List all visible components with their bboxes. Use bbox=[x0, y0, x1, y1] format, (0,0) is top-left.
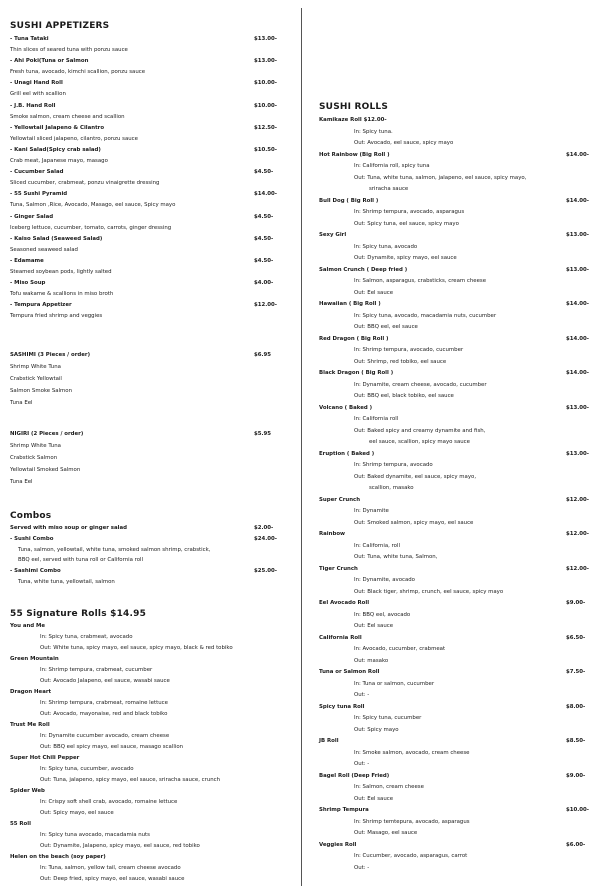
appetizer-name: - Edamame bbox=[10, 258, 44, 264]
sushi-roll-price: $13.00- bbox=[566, 232, 590, 238]
combos-note-price: $2.00- bbox=[254, 525, 274, 531]
signature-title: 55 Signature Rolls $14.95 bbox=[10, 609, 147, 619]
sushi-roll-line: In: BBQ eel, avocado bbox=[354, 611, 411, 618]
signature-roll-line: In: Dynamite cucumber avocado, cream cheese bbox=[40, 733, 170, 739]
sushi-roll-name: Red Dragon ( Big Roll ) bbox=[319, 335, 389, 342]
sushi-roll-price: $14.00- bbox=[566, 370, 590, 376]
combo-price: $25.00- bbox=[254, 568, 278, 574]
nigiri-line: Tuna Eel bbox=[10, 479, 33, 485]
sushi-rolls-title: SUSHI ROLLS bbox=[319, 102, 389, 112]
sushi-roll-line: Out: - bbox=[354, 864, 370, 871]
signature-roll-line: In: Spicy tuna, crabmeat, avocado bbox=[40, 634, 133, 640]
sushi-roll-line: Out: Tuna, white tuna, Salmon, bbox=[354, 554, 438, 560]
sushi-roll-name: Bull Dog ( Big Roll ) bbox=[319, 197, 379, 204]
sashimi-line: Crabstick Yellowtail bbox=[10, 376, 62, 382]
sushi-roll-line: Out: BBQ eel, eel sauce bbox=[354, 324, 418, 330]
sushi-roll-name: Volcano ( Baked ) bbox=[319, 404, 373, 411]
sushi-roll-line: Out: Masago, eel sauce bbox=[354, 830, 418, 836]
sushi-roll-line: Out: - bbox=[354, 761, 370, 767]
signature-roll-line: Out: Dynamite, Jalapeno, spicy mayo, eel sauce, red tobiko bbox=[40, 843, 200, 849]
nigiri-line: Shrimp White Tuna bbox=[10, 443, 61, 449]
sushi-roll-line: In: Salmon, asparagus, crabsticks, cream cheese bbox=[354, 278, 487, 284]
appetizer-desc: Tuna, Salmon ,Rice, Avocado, Masago, eel sauce, Spicy mayo bbox=[10, 202, 176, 209]
appetizer-desc: Tempura fried shrimp and veggies bbox=[10, 313, 103, 320]
sushi-roll-line: In: Shrimp temtepura, avocado, asparagus bbox=[354, 818, 470, 825]
signature-roll-line: In: Crispy soft shell crab, avocado, romaine lettuce bbox=[40, 799, 178, 805]
appetizer-desc: Sliced cucumber, crabmeat, ponzu vinaigrette dressing bbox=[10, 180, 160, 187]
appetizer-name: - J.B. Hand Roll bbox=[10, 102, 56, 109]
sushi-roll-line: In: California, roll bbox=[354, 542, 400, 549]
appetizer-name: - Miso Soup bbox=[10, 280, 46, 287]
sushi-roll-price: $12.00- bbox=[566, 565, 590, 572]
signature-roll-line: In: Spicy tuna, cucumber, avocado bbox=[40, 766, 134, 772]
appetizer-desc: Yellowtail sliced jalapeno, cilantro, ponzu sauce bbox=[10, 135, 138, 142]
signature-roll-line: Out: Tuna, jalapeno, spicy mayo, eel sauce, sriracha sauce, crunch bbox=[40, 777, 221, 783]
signature-roll-line: In: Shrimp tempura, crabmeat, cucumber bbox=[40, 667, 153, 673]
sushi-roll-price: $9.00- bbox=[566, 600, 586, 606]
nigiri-header: NIGIRI (2 Pieces / order) bbox=[10, 431, 84, 437]
column-divider bbox=[301, 8, 302, 886]
appetizers-title: SUSHI APPETIZERS bbox=[10, 21, 110, 31]
appetizer-price: $4.50- bbox=[254, 235, 274, 242]
sashimi-header: SASHIMI (3 Pieces / order) bbox=[10, 352, 91, 358]
sushi-roll-line: In: Salmon, cream cheese bbox=[354, 784, 424, 790]
appetizer-name: - Tuna Tataki bbox=[10, 36, 49, 42]
sushi-roll-line: Out: Spicy tuna, eel sauce, spicy mayo bbox=[354, 220, 459, 227]
sushi-roll-line: In: Spicy tuna, avocado, macadamia nuts, cucumber bbox=[354, 312, 497, 319]
sushi-roll-line: In: Tuna or salmon, cucumber bbox=[354, 680, 435, 687]
sushi-roll-line: In: Shrimp tempura, avocado, cucumber bbox=[354, 347, 464, 353]
signature-roll-name: Helen on the beach (soy paper) bbox=[10, 854, 106, 860]
sushi-roll-line: Out: masako bbox=[354, 657, 389, 664]
sushi-roll-line: In: Cucumber, avocado, asparagus, carrot bbox=[354, 853, 468, 859]
sushi-roll-line: In: Dynamite bbox=[354, 508, 389, 514]
sushi-roll-price: $7.50- bbox=[566, 669, 586, 675]
sushi-roll-line: Out: Black tiger, shrimp, crunch, eel sauce, spicy mayo bbox=[354, 588, 504, 595]
signature-roll-line: In: Tuna, salmon, yellow tail, cream cheese avocado bbox=[40, 865, 181, 871]
sushi-roll-line: sriracha sauce bbox=[369, 186, 409, 192]
sushi-roll-price: $13.00- bbox=[566, 266, 590, 273]
sushi-roll-name: Super Crunch bbox=[319, 496, 361, 503]
signature-roll-line: Out: Avocado Jalapeno, eel sauce, wasabi sauce bbox=[40, 678, 170, 684]
sushi-roll-price: $8.00- bbox=[566, 703, 586, 710]
sushi-roll-name: Tiger Crunch bbox=[319, 565, 358, 572]
sushi-roll-price: $6.50- bbox=[566, 634, 586, 641]
sushi-roll-name: Sexy Girl bbox=[319, 232, 347, 238]
appetizer-name: - Tempura Appetizer bbox=[10, 302, 72, 309]
appetizer-desc: Grill eel with scallion bbox=[10, 91, 66, 98]
sushi-roll-price: $14.00- bbox=[566, 197, 590, 204]
sushi-roll-name: Eruption ( Baked ) bbox=[319, 450, 375, 457]
sushi-roll-line: Out: Eel sauce bbox=[354, 623, 394, 629]
combo-price: $24.00- bbox=[254, 536, 278, 542]
appetizer-name: - Cucumber Salad bbox=[10, 169, 64, 176]
sushi-roll-name: Hot Rainbow (Big Roll ) bbox=[319, 151, 390, 158]
sushi-roll-line: eel sauce, scallion, spicy mayo sauce bbox=[369, 439, 470, 445]
sashimi-line: Salmon Smoke Salmon bbox=[10, 388, 73, 394]
appetizer-price: $13.00- bbox=[254, 58, 278, 65]
sushi-roll-line: Out: Spicy mayo bbox=[354, 726, 399, 733]
appetizer-price: $12.50- bbox=[254, 124, 278, 131]
sushi-roll-line: Out: Shrimp, red tobiko, eel sauce bbox=[354, 358, 447, 365]
appetizer-price: $4.50- bbox=[254, 258, 274, 264]
combo-desc: Tuna, salmon, yellowtail, white tuna, smoked salmon shrimp, crabstick, bbox=[18, 547, 211, 553]
sushi-roll-name: Tuna or Salmon Roll bbox=[319, 669, 380, 675]
appetizer-price: $10.00- bbox=[254, 102, 278, 109]
sushi-roll-price: $8.50- bbox=[566, 738, 586, 744]
appetizer-desc: Seasoned seaweed salad bbox=[10, 246, 78, 253]
combo-desc: BBQ eel, served with tuna roll or California roll bbox=[18, 557, 144, 563]
sushi-roll-name: Spicy tuna Roll bbox=[319, 703, 365, 710]
appetizer-desc: Thin slices of seared tuna with ponzu sauce bbox=[10, 47, 128, 53]
sushi-roll-line: scallion, masako bbox=[369, 485, 414, 491]
appetizer-name: - Kani Salad(Spicy crab salad) bbox=[10, 147, 101, 153]
sushi-roll-name: Veggies Roll bbox=[319, 841, 357, 848]
sushi-roll-price: $13.00- bbox=[566, 404, 590, 411]
signature-roll-name: Dragon Heart bbox=[10, 689, 52, 695]
signature-roll-line: Out: Spicy mayo, eel sauce bbox=[40, 810, 114, 816]
appetizer-name: - Unagi Hand Roll bbox=[10, 80, 63, 87]
appetizer-name: - Yellowtail Jalapeno & Cilantro bbox=[10, 124, 105, 131]
sushi-roll-line: In: Spicy tuna. bbox=[354, 128, 393, 135]
signature-roll-line: Out: BBQ eel spicy mayo, eel sauce, masago scallion bbox=[40, 744, 184, 750]
sushi-roll-line: In: Dynamite, cream cheese, avocado, cucumber bbox=[354, 381, 487, 388]
appetizer-name: - Ahi Poki(Tuna or Salmon bbox=[10, 58, 89, 65]
appetizer-desc: Crab meat, Japanese mayo, masago bbox=[10, 158, 108, 164]
signature-roll-name: You and Me bbox=[10, 623, 46, 629]
appetizer-price: $10.50- bbox=[254, 147, 278, 153]
appetizer-name: - 55 Sushi Pyramid bbox=[10, 191, 68, 198]
combos-note: Served with miso soup or ginger salad bbox=[10, 525, 127, 531]
sushi-roll-name: Bagel Roll (Deep Fried) bbox=[319, 772, 390, 779]
sushi-roll-price: $12.00- bbox=[566, 531, 590, 537]
sushi-roll-name: California Roll bbox=[319, 634, 362, 641]
combo-name: - Sashimi Combo bbox=[10, 568, 61, 574]
sushi-roll-line: In: Smoke salmon, avocado, cream cheese bbox=[354, 749, 470, 756]
signature-roll-name: Green Mountain bbox=[10, 656, 59, 662]
sushi-roll-name: Kamikaze Roll $12.00- bbox=[319, 117, 387, 123]
appetizer-price: $4.00- bbox=[254, 280, 274, 287]
signature-roll-name: 55 Roll bbox=[10, 821, 31, 827]
sushi-roll-name: Hawaiian ( Big Roll ) bbox=[319, 301, 381, 307]
sushi-roll-line: Out: BBQ eel, black tobiko, eel sauce bbox=[354, 393, 454, 399]
signature-roll-name: Super Hot Chili Pepper bbox=[10, 755, 80, 761]
appetizer-desc: Steamed soybean pods, lightly salted bbox=[10, 269, 112, 275]
sashimi-line: Shrimp White Tuna bbox=[10, 364, 61, 370]
sushi-roll-name: Eel Avocado Roll bbox=[319, 600, 370, 606]
sushi-roll-price: $13.00- bbox=[566, 450, 590, 457]
sushi-roll-name: Black Dragon ( Big Roll ) bbox=[319, 370, 394, 376]
sushi-roll-line: In: Shrimp tempura, avocado bbox=[354, 462, 433, 468]
combo-name: - Sushi Combo bbox=[10, 536, 54, 542]
sushi-roll-name: JB Roll bbox=[319, 738, 339, 744]
sushi-roll-line: Out: Eel sauce bbox=[354, 795, 394, 802]
sushi-roll-name: Salmon Crunch ( Deep fried ) bbox=[319, 266, 408, 273]
sashimi-line: Tuna Eel bbox=[10, 400, 33, 406]
sashimi-price: $6.95 bbox=[254, 352, 272, 358]
nigiri-line: Yellowtail Smoked Salmon bbox=[10, 467, 81, 473]
sushi-roll-line: Out: Dynamite, spicy mayo, eel sauce bbox=[354, 255, 457, 261]
signature-roll-line: In: Shrimp tempura, crabmeat, romaine lettuce bbox=[40, 700, 168, 706]
sushi-roll-line: Out: Eel sauce bbox=[354, 289, 394, 296]
sushi-roll-price: $12.00- bbox=[566, 496, 590, 503]
sushi-roll-name: Shrimp Tempura bbox=[319, 807, 369, 813]
sushi-roll-name: Rainbow bbox=[319, 531, 346, 537]
sushi-roll-line: Out: Baked dynamite, eel sauce, spicy mayo, bbox=[354, 473, 477, 480]
sushi-roll-price: $14.00- bbox=[566, 335, 590, 342]
appetizer-desc: Fresh tuna, avocado, kimchi scallion, ponzu sauce bbox=[10, 69, 146, 76]
sushi-roll-price: $14.00- bbox=[566, 151, 590, 158]
signature-roll-name: Trust Me Roll bbox=[10, 722, 50, 728]
appetizer-price: $14.00- bbox=[254, 191, 278, 198]
sushi-roll-line: Out: Smoked salmon, spicy mayo, eel sauce bbox=[354, 519, 474, 526]
appetizer-name: - Ginger Salad bbox=[10, 213, 54, 220]
appetizer-desc: Smoke salmon, cream cheese and scallion bbox=[10, 113, 125, 120]
signature-roll-line: Out: White tuna, spicy mayo, eel sauce, spicy mayo, black & red tobiko bbox=[40, 645, 233, 651]
sushi-roll-line: In: Spicy tuna, cucumber bbox=[354, 715, 422, 721]
sushi-roll-price: $6.00- bbox=[566, 841, 586, 848]
appetizer-price: $12.00- bbox=[254, 302, 278, 309]
sushi-roll-line: Out: Avocado, eel sauce, spicy mayo bbox=[354, 140, 454, 146]
sushi-roll-line: In: California roll bbox=[354, 416, 399, 422]
sushi-roll-line: In: Shrimp tempura, avocado, asparagus bbox=[354, 209, 465, 215]
appetizer-price: $4.50- bbox=[254, 169, 274, 176]
signature-roll-name: Spider Web bbox=[10, 788, 45, 794]
nigiri-price: $5.95 bbox=[254, 431, 272, 437]
signature-roll-line: Out: Avocado, mayonaise, red and black tobiko bbox=[40, 711, 168, 717]
appetizer-desc: Tofu wakame & scallions in miso broth bbox=[10, 291, 114, 298]
sushi-roll-line: In: California roll, spicy tuna bbox=[354, 163, 430, 169]
combos-title: Combos bbox=[10, 511, 52, 521]
sushi-roll-price: $10.00- bbox=[566, 807, 590, 813]
sushi-roll-line: Out: - bbox=[354, 692, 370, 698]
sushi-roll-line: In: Spicy tuna, avocado bbox=[354, 243, 418, 250]
nigiri-line: Crabstick Salmon bbox=[10, 455, 58, 461]
appetizer-desc: Iceberg lettuce, cucumber, tomato, carrots, ginger dressing bbox=[10, 224, 172, 231]
signature-roll-line: In: Spicy tuna avocado, macadamia nuts bbox=[40, 832, 150, 838]
sushi-roll-line: In: Dynamite, avocado bbox=[354, 577, 415, 583]
sushi-roll-price: $9.00- bbox=[566, 772, 586, 779]
appetizer-name: - Kaiso Salad (Seaweed Salad) bbox=[10, 235, 103, 242]
combo-desc: Tuna, white tuna, yellowtail, salmon bbox=[18, 579, 115, 585]
appetizer-price: $10.00- bbox=[254, 80, 278, 87]
sushi-roll-line: In: Avocado, cucumber, crabmeat bbox=[354, 646, 446, 652]
appetizer-price: $4.50- bbox=[254, 213, 274, 220]
sushi-roll-line: Out: Baked spicy and creamy dynamite and fish, bbox=[354, 427, 486, 434]
appetizer-price: $13.00- bbox=[254, 36, 278, 42]
signature-roll-line: Out: Deep fried, spicy mayo, eel sauce, wasabi sauce bbox=[40, 876, 185, 882]
sushi-roll-line: Out: Tuna, white tuna, salmon, jalapeno, eel sauce, spicy mayo, bbox=[354, 174, 527, 181]
sushi-roll-price: $14.00- bbox=[566, 301, 590, 307]
